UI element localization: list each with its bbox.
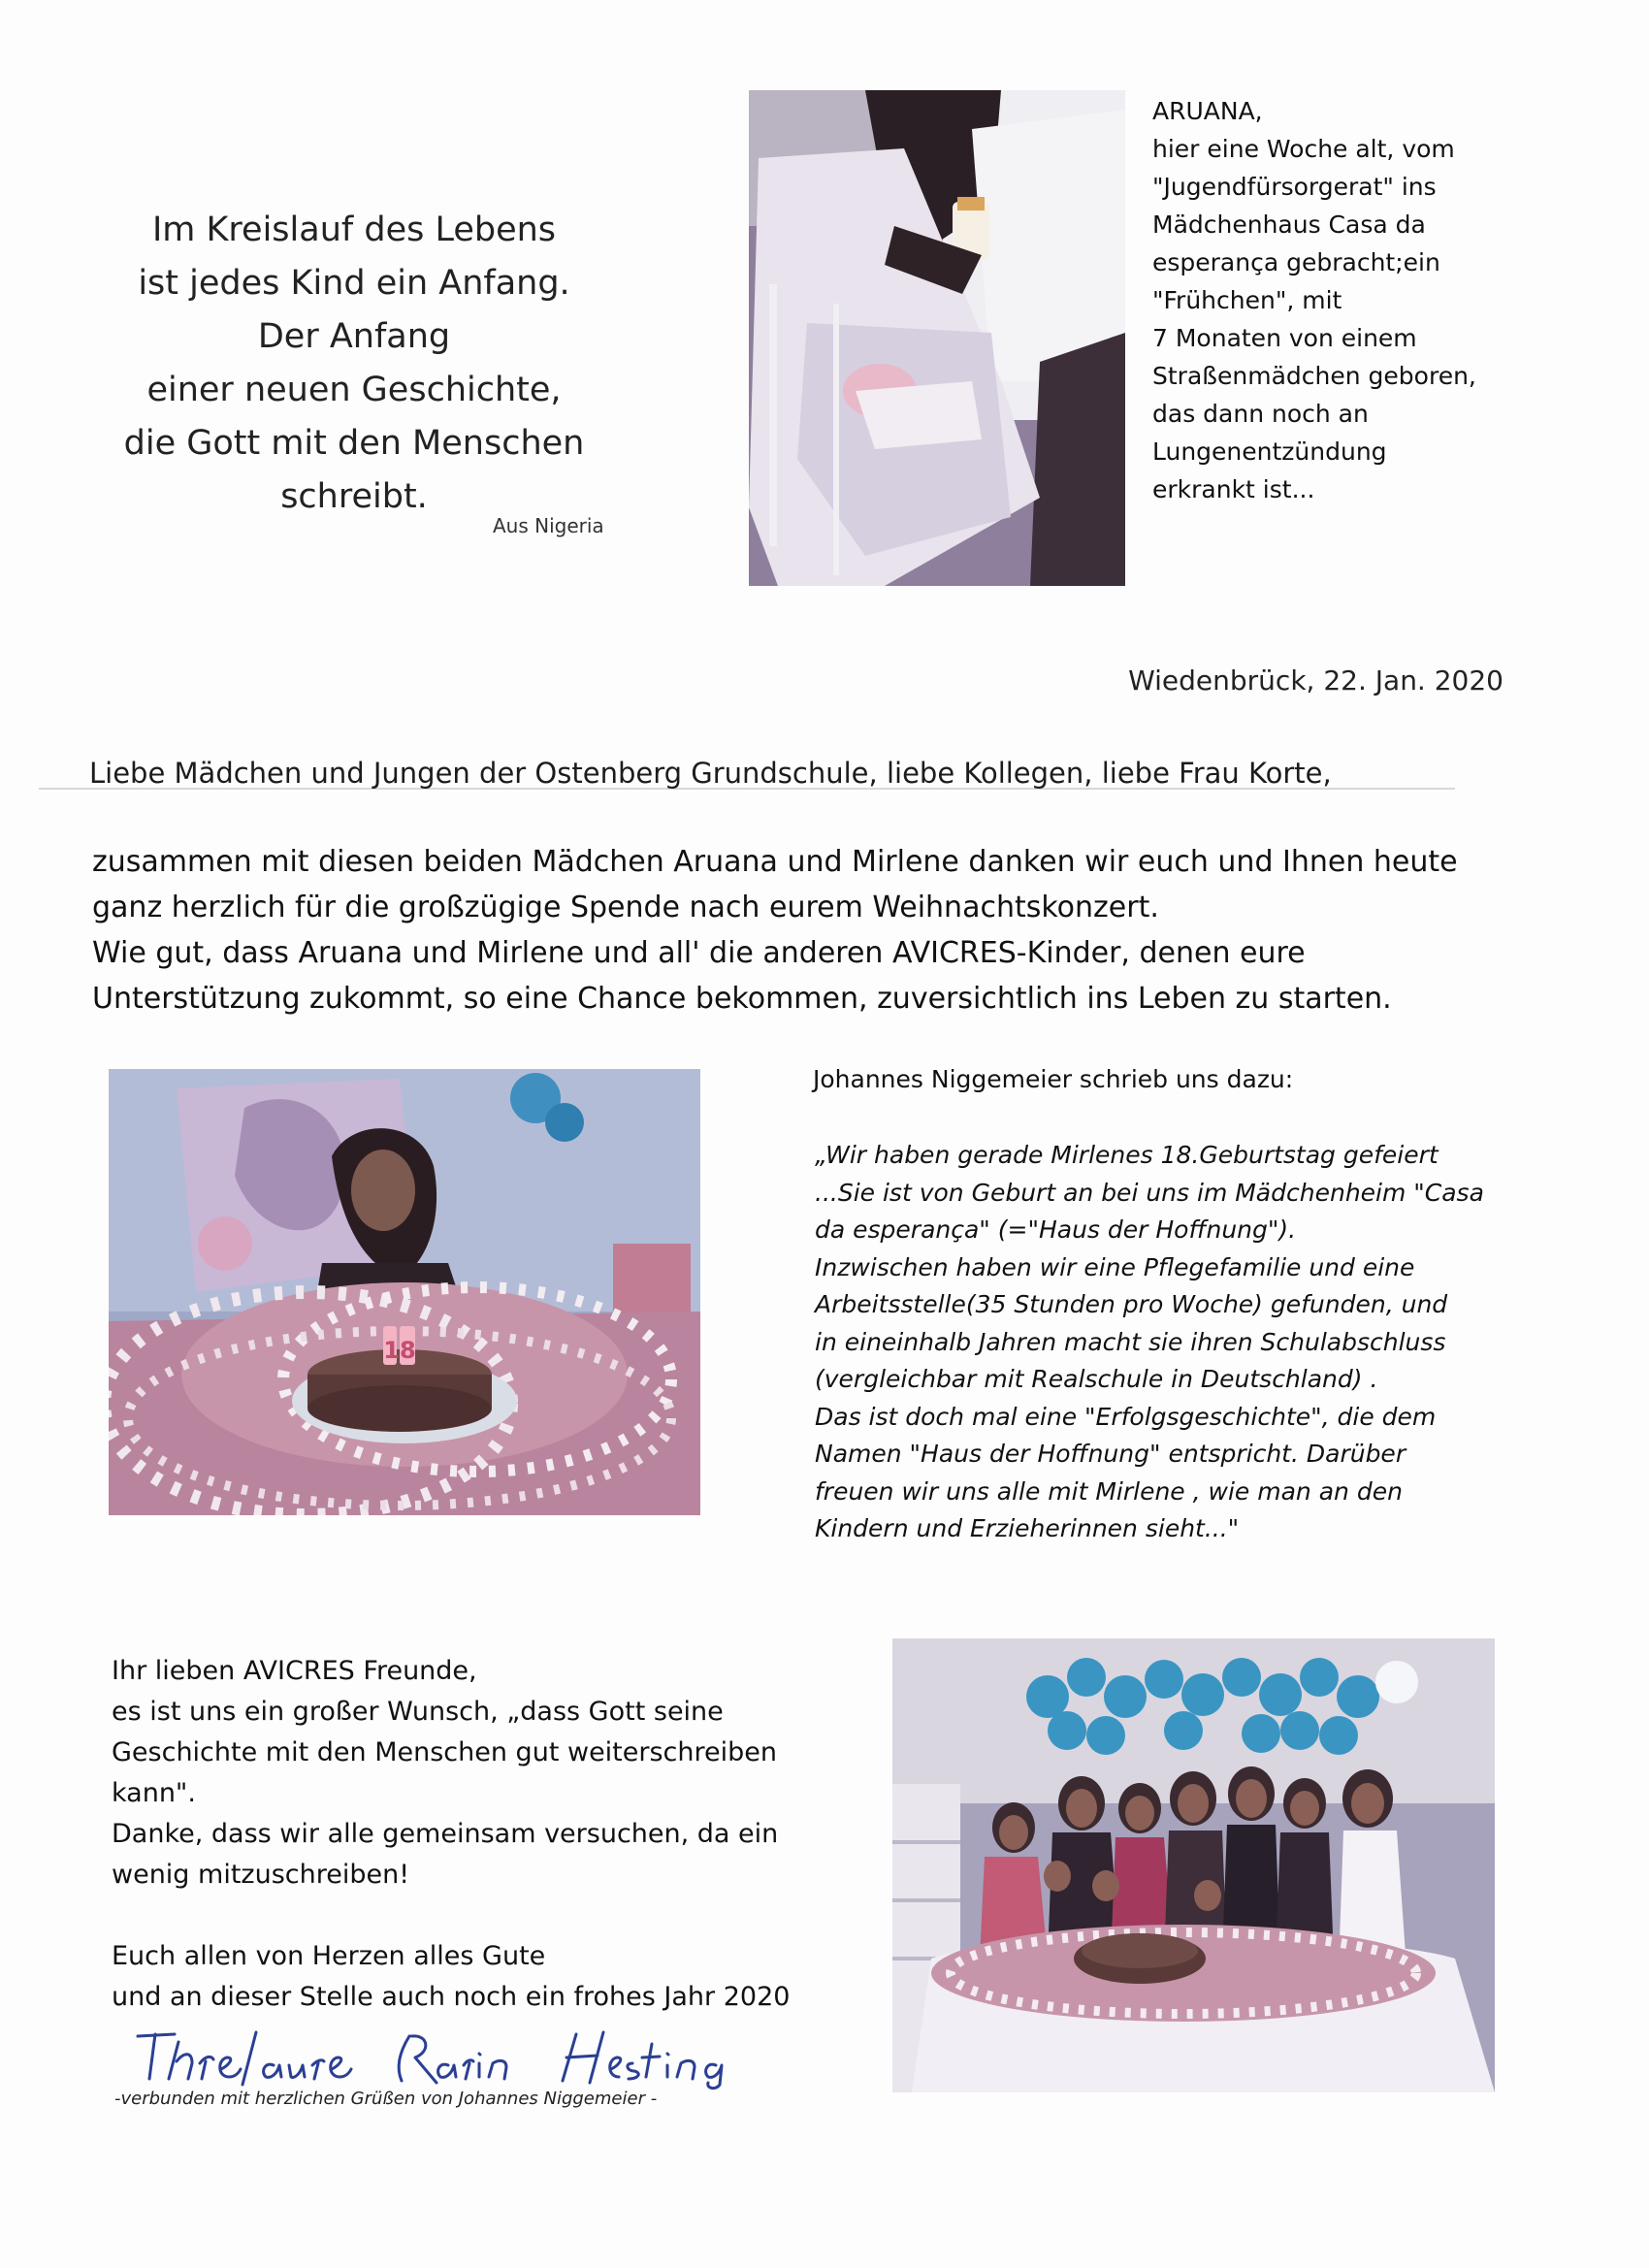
photo-birthday-cake — [109, 1069, 700, 1515]
quote-source: Aus Nigeria — [493, 514, 604, 537]
closing-line: und an dieser Stelle auch noch ein frohes Jahr 2020 — [112, 1982, 791, 2012]
caption-line: hier eine Woche alt, vom — [1152, 135, 1455, 163]
intro-line: Wie gut, dass Aruana und Mirlene und all' die anderen AVICRES-Kinder, denen eure — [92, 936, 1306, 970]
photo-group-celebration — [892, 1638, 1495, 2092]
closing-paragraph — [112, 1651, 888, 2018]
closing-line: wenig mitzuschreiben! — [112, 1860, 410, 1890]
quote-line: Kindern und Erzieherinnen sieht..." — [815, 1514, 1240, 1542]
cake-candle-number: 18 — [383, 1337, 416, 1364]
quote-line: (vergleichbar mit Realschule in Deutschland) . — [815, 1365, 1378, 1393]
closing-line: Ihr lieben AVICRES Freunde, — [112, 1656, 477, 1686]
closing-line: Danke, dass wir alle gemeinsam versuchen, da ein — [112, 1819, 779, 1849]
quote-line: Das ist doch mal eine "Erfolgsgeschichte", die dem — [815, 1402, 1437, 1431]
letter-date: Wiedenbrück, 22. Jan. 2020 — [1128, 664, 1504, 697]
caption-line: das dann noch an — [1152, 400, 1369, 428]
poem-quote — [102, 204, 606, 524]
niggemeier-quote — [815, 1137, 1484, 1548]
closing-line: es ist uns ein großer Wunsch, „dass Gott seine — [112, 1697, 724, 1727]
quote-line: freuen wir uns alle mit Mirlene , wie man an den — [815, 1476, 1403, 1506]
photo-baby-crib — [749, 90, 1125, 586]
quote-line: da esperança" (="Haus der Hoffnung"). — [815, 1215, 1297, 1244]
intro-line: Unterstützung zukommt, so eine Chance bekommen, zuversichtlich ins Leben zu starten. — [92, 982, 1392, 1016]
postscript-note: -verbunden mit herzlichen Grüßen von Johannes Niggemeier - — [114, 2089, 658, 2109]
quote-line: Namen "Haus der Hoffnung" entspricht. Darüber — [815, 1440, 1406, 1468]
intro-paragraph — [92, 839, 1499, 1021]
caption-line: "Jugendfürsorgerat" ins — [1152, 173, 1437, 201]
caption-line: 7 Monaten von einem — [1152, 324, 1417, 352]
quote-line: schreibt. — [280, 477, 428, 516]
quote-line: Der Anfang — [257, 317, 451, 356]
quote-line: ist jedes Kind ein Anfang. — [138, 264, 570, 303]
intro-line: zusammen mit diesen beiden Mädchen Aruana und Mirlene danken wir euch und Ihnen heute — [92, 845, 1458, 879]
niggemeier-lead: Johannes Niggemeier schrieb uns dazu: — [813, 1065, 1294, 1093]
caption-line: esperança gebracht;ein — [1152, 248, 1440, 276]
quote-line: die Gott mit den Menschen — [123, 424, 585, 463]
quote-line: Im Kreislauf des Lebens — [151, 211, 557, 249]
closing-line: Geschichte mit den Menschen gut weiterschreiben — [112, 1737, 777, 1767]
caption-line: "Frühchen", mit — [1152, 286, 1342, 314]
quote-line: Inzwischen haben wir eine Pflegefamilie und eine — [815, 1252, 1415, 1281]
caption-title: ARUANA, — [1152, 97, 1263, 125]
quote-line: in eineinhalb Jahren macht sie ihren Schulabschluss — [815, 1327, 1446, 1356]
quote-line: einer neuen Geschichte, — [146, 371, 562, 409]
closing-line: Euch allen von Herzen alles Gute — [112, 1941, 546, 1971]
quote-line: „Wir haben gerade Mirlenes 18.Geburtstag gefeiert — [815, 1141, 1439, 1169]
letter-greeting: Liebe Mädchen und Jungen der Ostenberg Grundschule, liebe Kollegen, liebe Frau Korte, — [89, 757, 1332, 790]
caption-line: Straßenmädchen geboren, — [1152, 362, 1476, 390]
caption-line: Lungenentzündung — [1152, 437, 1387, 466]
closing-line: kann". — [112, 1778, 196, 1808]
aruana-caption — [1152, 92, 1502, 508]
intro-line: ganz herzlich für die großzügige Spende nach eurem Weihnachtskonzert. — [92, 891, 1159, 924]
quote-line: ...Sie ist von Geburt an bei uns im Mädchenheim "Casa — [815, 1178, 1484, 1207]
quote-line: Arbeitsstelle(35 Stunden pro Woche) gefunden, und — [815, 1290, 1448, 1318]
handwritten-signature — [128, 2023, 749, 2090]
paragraph-gap — [112, 1895, 888, 1936]
caption-line: erkrankt ist... — [1152, 475, 1315, 503]
caption-line: Mädchenhaus Casa da — [1152, 211, 1426, 239]
